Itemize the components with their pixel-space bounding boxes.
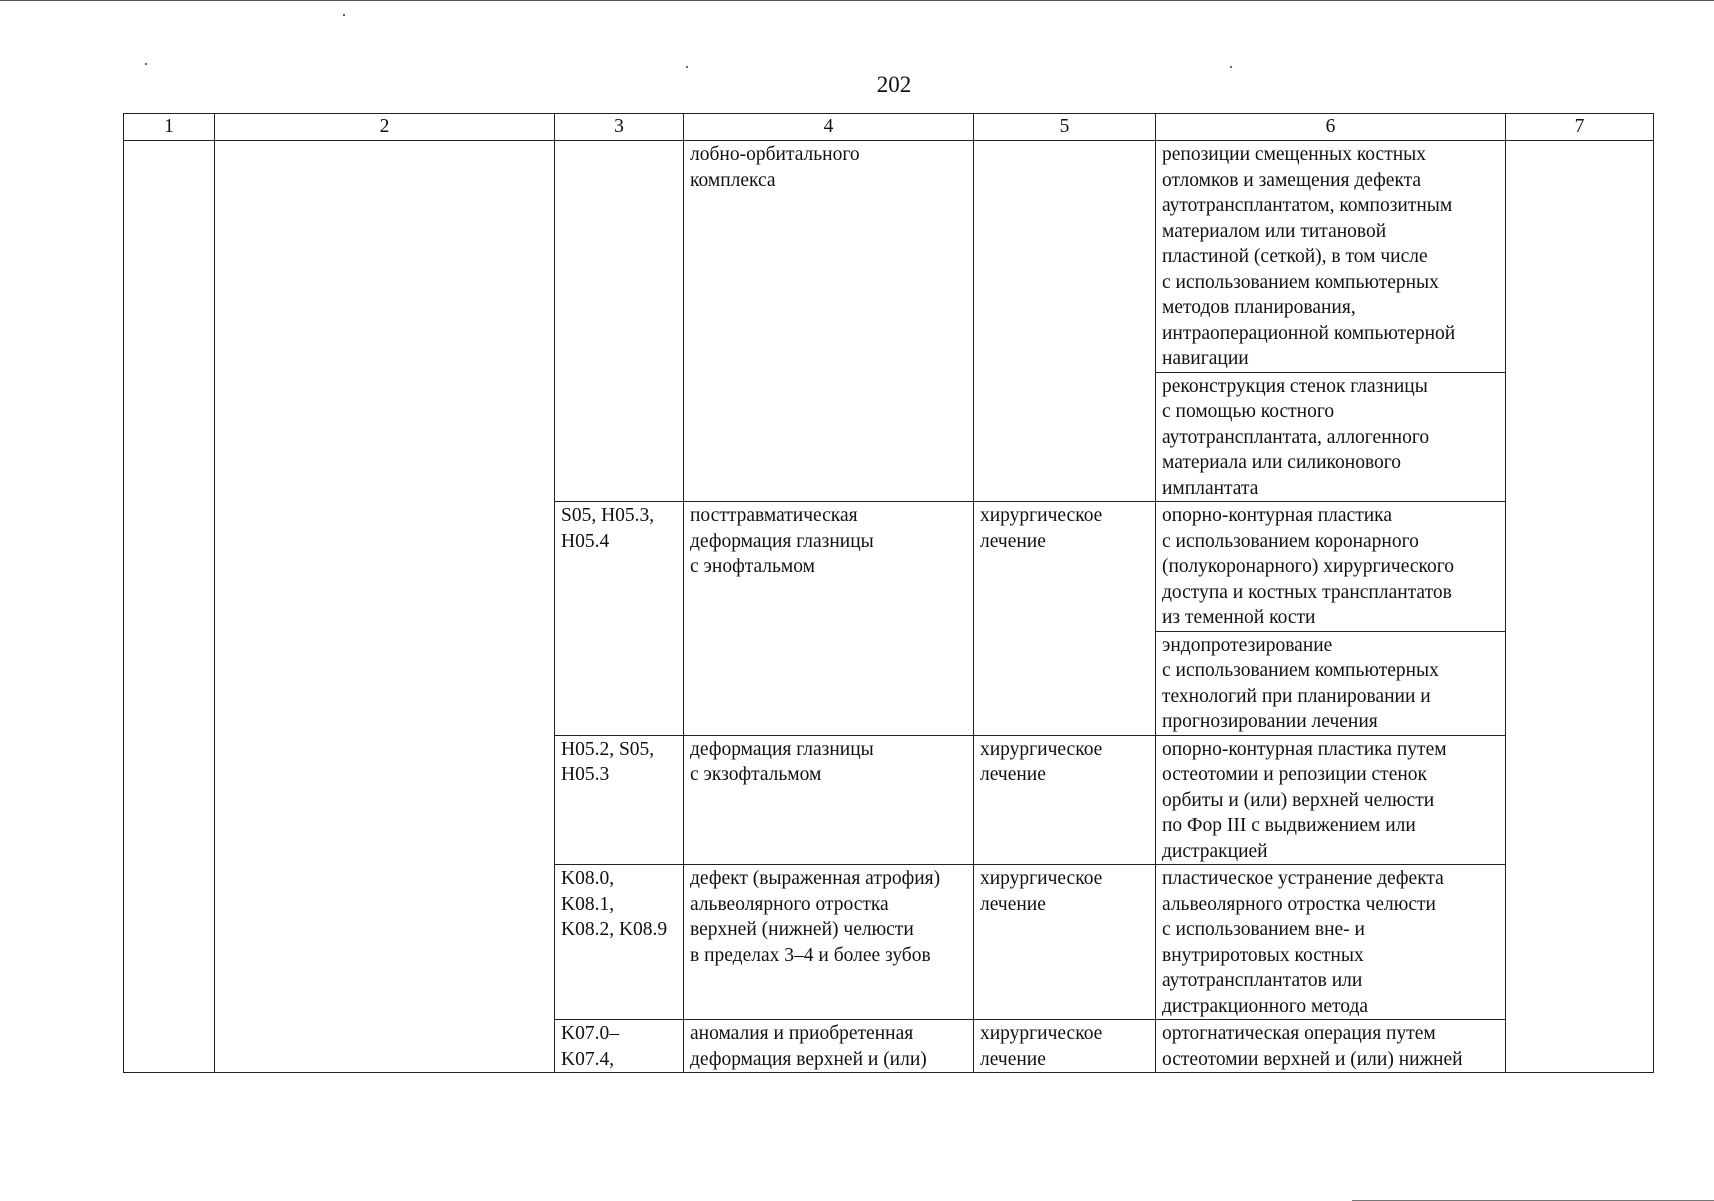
method-cell: эндопротезирование с использованием компьютерных технологий при планировании и прогнозировании лечения (1156, 631, 1506, 735)
treatment-cell: хирургическое лечение (974, 502, 1156, 736)
condition-cell: посттравматическая деформация глазницы с энофтальмом (684, 502, 974, 736)
scan-speck (145, 63, 147, 65)
column-1-cell (124, 141, 215, 1073)
method-cell: опорно-контурная пластика путем остеотомии и репозиции стенок орбиты и (или) верхней челюсти по Фор III с выдвижением или дистракцией (1156, 735, 1506, 865)
column-header: 2 (215, 114, 555, 141)
column-header: 3 (555, 114, 684, 141)
treatment-cell: хирургическое лечение (974, 1020, 1156, 1073)
condition-cell: деформация глазницы с экзофтальмом (684, 735, 974, 865)
method-cell: репозиции смещенных костных отломков и замещения дефекта аутотрансплантатом, композитным материалом или титановой пластиной (сеткой), в том числе с использованием компьютерных методов планирования, интраоперационной компьютерной навигации (1156, 141, 1506, 373)
code-cell (555, 141, 684, 502)
condition-cell: аномалия и приобретенная деформация верхней и (или) (684, 1020, 974, 1073)
header-row (124, 114, 1654, 141)
table-row (124, 141, 1654, 373)
column-header: 1 (124, 114, 215, 141)
column-2-cell (215, 141, 555, 1073)
method-cell: пластическое устранение дефекта альвеолярного отростка челюсти с использованием вне- и внутриротовых костных аутотрансплантатов или дистракционного метода (1156, 865, 1506, 1020)
column-header: 4 (684, 114, 974, 141)
condition-cell: лобно-орбитального комплекса (684, 141, 974, 502)
condition-cell: дефект (выраженная атрофия) альвеолярного отростка верхней (нижней) челюсти в пределах 3–4 и более зубов (684, 865, 974, 1020)
column-header: 6 (1156, 114, 1506, 141)
treatment-cell: хирургическое лечение (974, 735, 1156, 865)
code-cell: K08.0, K08.1, K08.2, K08.9 (555, 865, 684, 1020)
column-7-cell (1506, 141, 1654, 1073)
document-table (123, 113, 1654, 1073)
treatment-cell (974, 141, 1156, 502)
top-rule (0, 0, 1714, 1)
method-cell: реконструкция стенок глазницы с помощью костного аутотрансплантата, аллогенного материала или силиконового имплантата (1156, 372, 1506, 502)
scan-speck (686, 66, 688, 68)
code-cell: S05, H05.3, H05.4 (555, 502, 684, 736)
column-header: 7 (1506, 114, 1654, 141)
treatment-cell: хирургическое лечение (974, 865, 1156, 1020)
code-cell: K07.0– K07.4, (555, 1020, 684, 1073)
page-number: 202 (876, 72, 912, 97)
column-header: 5 (974, 114, 1156, 141)
method-cell: ортогнатическая операция путем остеотомии верхней и (или) нижней (1156, 1020, 1506, 1073)
scan-speck (1230, 66, 1232, 68)
method-cell: опорно-контурная пластика с использованием коронарного (полукоронарного) хирургического доступа и костных трансплантатов из теменной кости (1156, 502, 1506, 632)
code-cell: H05.2, S05, H05.3 (555, 735, 684, 865)
scan-speck (343, 14, 345, 16)
